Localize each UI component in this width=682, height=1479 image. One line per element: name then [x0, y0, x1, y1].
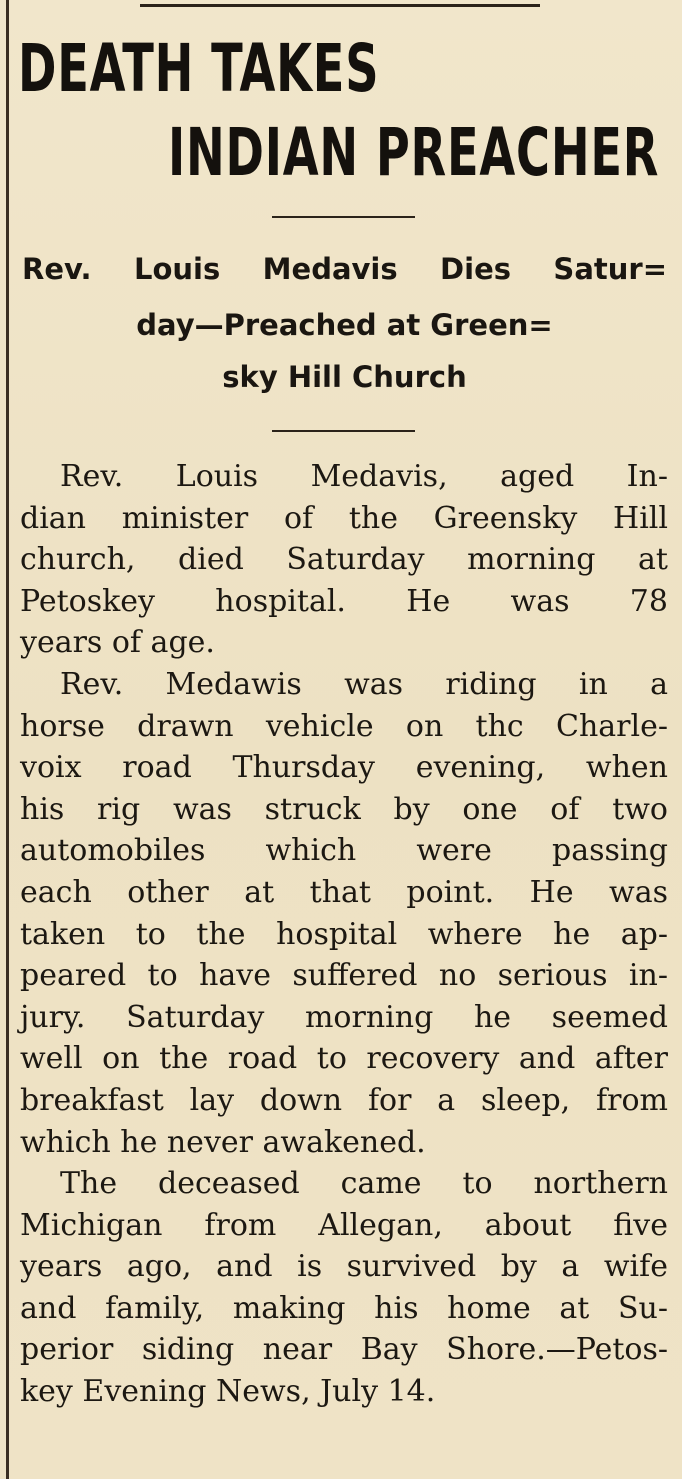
article-line: Michigan from Allegan, about five — [20, 1207, 668, 1243]
headline-line-1: DEATH TAKES — [18, 30, 380, 107]
article-line: automobiles which were passing — [20, 833, 668, 869]
article-line: perior siding near Bay Shore.—Petos- — [20, 1332, 668, 1368]
article-line: key Evening News, July 14. — [20, 1374, 436, 1410]
top-rule — [140, 4, 540, 7]
article-line: voix road Thursday evening, when — [20, 750, 668, 786]
article-line: church, died Saturday morning at — [20, 542, 668, 578]
article-line: Rev. Louis Medavis, aged In- — [60, 459, 668, 494]
article-line: each other at that point. He was — [20, 874, 668, 910]
article-line: peared to have suffered no serious in- — [20, 958, 668, 994]
article-line: The deceased came to northern — [60, 1166, 668, 1202]
article-line: taken to the hospital where he ap- — [20, 916, 668, 952]
article-line: breakfast lay down for a sleep, from — [20, 1082, 668, 1118]
subheadline-line-2: day—Preached at Green= — [136, 308, 553, 342]
article-line: years ago, and is survived by a wife — [20, 1249, 668, 1285]
article-line: Petoskey hospital. He was 78 — [20, 583, 668, 619]
divider-rule-lower — [272, 430, 415, 432]
column-rule-left — [6, 0, 9, 1479]
subheadline-line-1: Rev. Louis Medavis Dies Satur= — [22, 252, 667, 286]
article-line: jury. Saturday morning he seemed — [20, 999, 668, 1035]
article-line: and family, making his home at Su- — [20, 1290, 668, 1326]
article-body — [20, 456, 668, 1413]
article-line: which he never awakened. — [20, 1124, 426, 1160]
subheadline-line-3: sky Hill Church — [222, 360, 467, 394]
article-line: years of age. — [20, 625, 215, 661]
article-line: his rig was struck by one of two — [20, 791, 668, 827]
headline-line-2: INDIAN PREACHER — [168, 114, 660, 191]
divider-rule-upper — [272, 216, 415, 218]
article-line: horse drawn vehicle on thc Charle- — [20, 708, 668, 744]
article-line: Rev. Medawis was riding in a — [60, 666, 668, 702]
article-line: well on the road to recovery and after — [20, 1041, 668, 1077]
article-line: dian minister of the Greensky Hill — [20, 500, 668, 536]
